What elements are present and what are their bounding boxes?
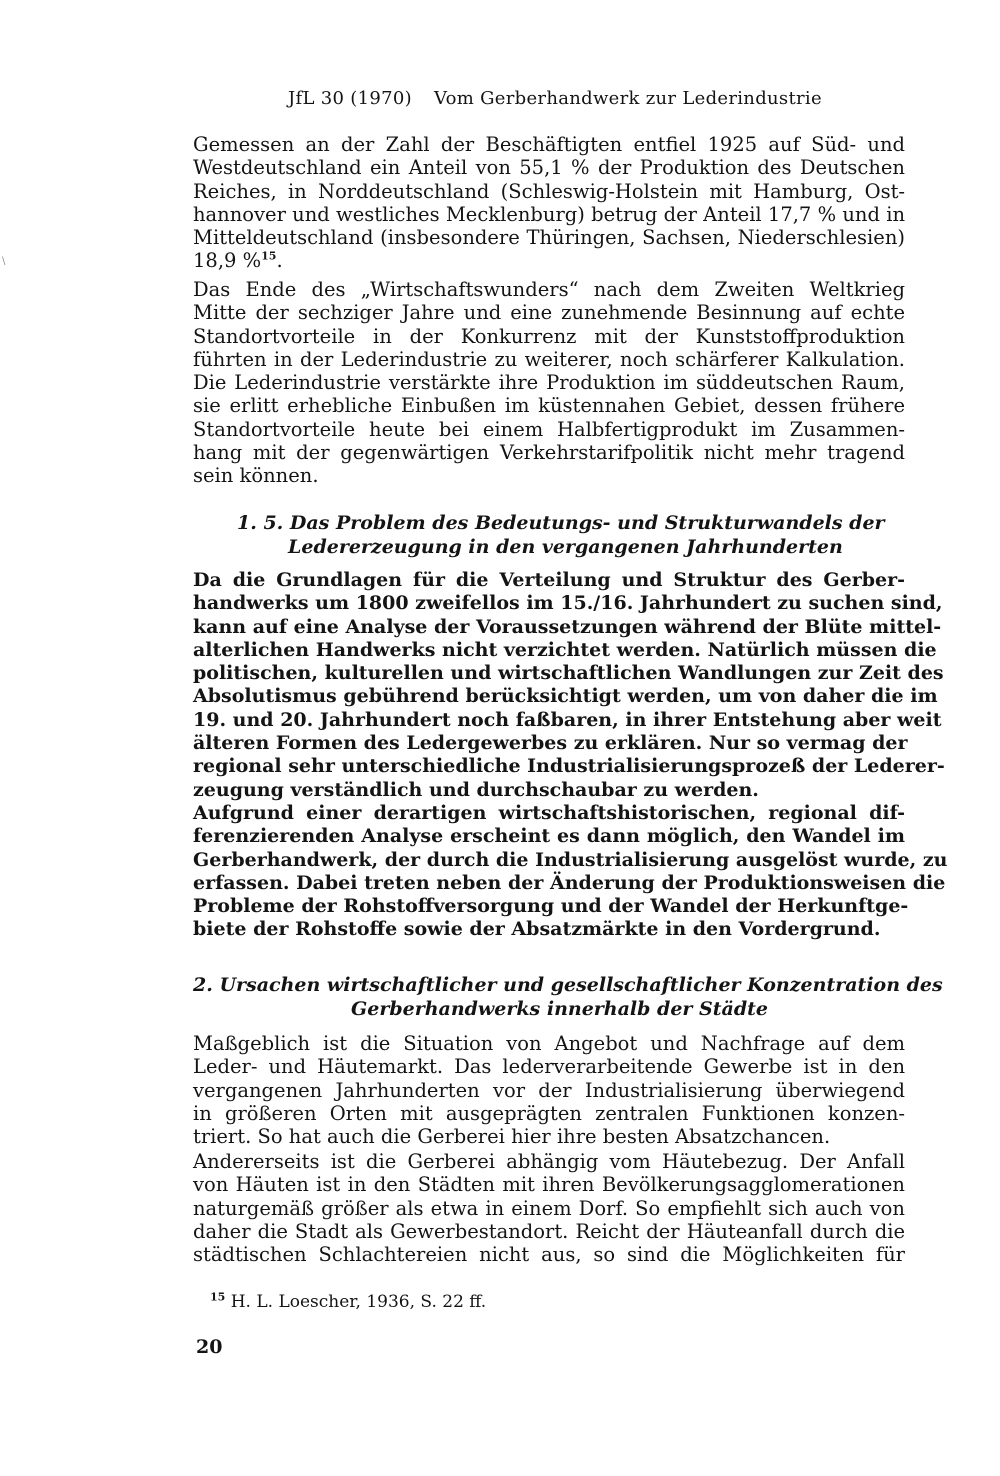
footnote-number: 15	[210, 1290, 226, 1304]
text-line: städtischen Schlachtereien nicht aus, so sind die Möglichkeiten für	[193, 1243, 905, 1267]
section-heading-2-line-1: 2. Ursachen wirtschaftlicher und gesellschaftlicher Konzentration des	[193, 974, 943, 996]
text-line: ferenzierenden Analyse erscheint es dann möglich, den Wandel im	[193, 825, 905, 848]
text-fragment: 18,9 %	[193, 249, 262, 273]
text-line: 19. und 20. Jahrhundert noch faßbaren, in ihrer Entstehung aber weit	[193, 708, 942, 731]
text-line: naturgemäß größer als etwa in einem Dorf. So empfiehlt sich auch von	[193, 1196, 905, 1220]
text-line: Da die Grundlagen für die Verteilung und Struktur des Gerber-	[193, 569, 905, 591]
text-line: Die Lederindustrie verstärkte ihre Produktion im süddeutschen Raum,	[193, 371, 905, 395]
paragraph-haeutebezug	[193, 1150, 905, 1266]
text-line: daher die Stadt als Gewerbestandort. Reicht der Häuteanfall durch die	[193, 1219, 905, 1243]
paragraph-grundlagen	[193, 569, 948, 942]
text-line: hannover und westliches Mecklenburg) betrug der Anteil 17,7 % und in	[193, 202, 905, 226]
text-line: kann auf eine Analyse der Voraussetzungen während der Blüte mittel-	[193, 615, 942, 638]
section-heading-2-line-2: Gerberhandwerks innerhalb der Städte	[351, 998, 769, 1020]
text-line: zeugung verständlich und durchschaubar zu werden.	[193, 778, 759, 801]
footnote	[210, 1292, 486, 1312]
text-line: in größeren Orten mit ausgeprägten zentralen Funktionen konzen-	[193, 1101, 905, 1125]
text-line: Andererseits ist die Gerberei abhängig vom Häutebezug. Der Anfall	[193, 1150, 905, 1173]
text-line: handwerks um 1800 zweifellos im 15./16. Jahrhundert zu suchen sind,	[193, 592, 943, 615]
text-line: Mitteldeutschland (insbesondere Thüringen, Sachsen, Niederschlesien)	[193, 226, 905, 250]
text-line: biete der Rohstoffe sowie der Absatzmärkte in den Vordergrund.	[193, 918, 881, 941]
section-heading-1-5-line-2: Ledererzeugung in den vergangenen Jahrhunderten	[288, 536, 843, 558]
text-line: Absolutismus gebührend berücksichtigt werden, um von daher die im	[193, 685, 938, 708]
text-line: triert. So hat auch die Gerberei hier ihre besten Absatzchancen.	[193, 1125, 831, 1149]
text-line: Leder- und Häutemarkt. Das lederverarbeitende Gewerbe ist in den	[193, 1055, 905, 1079]
journal-reference: JfL 30 (1970)	[288, 88, 412, 109]
text-line: erfassen. Dabei treten neben der Änderung der Produktionsweisen die	[193, 871, 946, 894]
footnote-text: H. L. Loescher, 1936, S. 22 ff.	[230, 1292, 487, 1312]
text-line: vergangenen Jahrhunderten vor der Industrialisierung überwiegend	[193, 1078, 905, 1102]
text-line: Aufgrund einer derartigen wirtschaftshistorischen, regional dif-	[193, 801, 905, 824]
text-line: sein können.	[193, 464, 319, 488]
text-fragment: .	[276, 249, 283, 273]
header-title: Vom Gerberhandwerk zur Lederindustrie	[433, 88, 822, 109]
text-line: Reiches, in Norddeutschland (Schleswig-Holstein mit Hamburg, Ost-	[193, 179, 905, 203]
footnote-reference: 15	[261, 249, 277, 263]
text-line: Mitte der sechziger Jahre und eine zunehmende Besinnung auf echte	[193, 301, 905, 325]
text-line: Standortvorteile heute bei einem Halbfertigprodukt im Zusammen-	[193, 417, 905, 441]
text-line: Gerberhandwerk, der durch die Industrialisierung ausgelöst wurde, zu	[193, 848, 948, 871]
text-line: von Häuten ist in den Städten mit ihren Bevölkerungsagglomerationen	[193, 1173, 905, 1197]
section-heading-1-5-line-1: 1. 5. Das Problem des Bedeutungs- und Strukturwandels der	[237, 512, 885, 534]
text-line: sie erlitt erhebliche Einbußen im küstennahen Gebiet, dessen frühere	[193, 394, 905, 418]
text-line: politischen, kulturellen und wirtschaftlichen Wandlungen zur Zeit des	[193, 662, 944, 685]
text-line: Westdeutschland ein Anteil von 55,1 % der Produktion des Deutschen	[193, 156, 905, 180]
text-line: führten in der Lederindustrie zu weiterer, noch schärferer Kalkulation.	[193, 347, 905, 371]
scan-margin-mark: \	[2, 256, 6, 267]
paragraph-wirtschaftswunder	[193, 278, 905, 488]
text-line: Standortvorteile in der Konkurrenz mit der Kunststoffproduktion	[193, 324, 905, 348]
text-line: Maßgeblich ist die Situation von Angebot und Nachfrage auf dem	[193, 1032, 905, 1055]
text-line: alterlichen Handwerks nicht verzichtet werden. Natürlich müssen die	[193, 638, 937, 661]
paragraph-angebot-nachfrage	[193, 1032, 905, 1148]
text-line	[193, 249, 905, 272]
text-line: älteren Formen des Ledergewerbes zu erklären. Nur so vermag der	[193, 732, 908, 755]
text-line: Das Ende des „Wirtschaftswunders“ nach dem Zweiten Weltkrieg	[193, 278, 905, 301]
text-line: Probleme der Rohstoffversorgung und der Wandel der Herkunftge-	[193, 895, 909, 918]
page-number: 20	[196, 1336, 223, 1358]
paragraph-employment-shares	[193, 133, 905, 273]
text-line: regional sehr unterschiedliche Industrialisierungsprozeß der Lederer-	[193, 755, 945, 778]
text-line: Gemessen an der Zahl der Beschäftigten entfiel 1925 auf Süd- und	[193, 133, 905, 156]
running-header	[288, 88, 822, 109]
text-line: hang mit der gegenwärtigen Verkehrstarifpolitik nicht mehr tragend	[193, 441, 905, 465]
